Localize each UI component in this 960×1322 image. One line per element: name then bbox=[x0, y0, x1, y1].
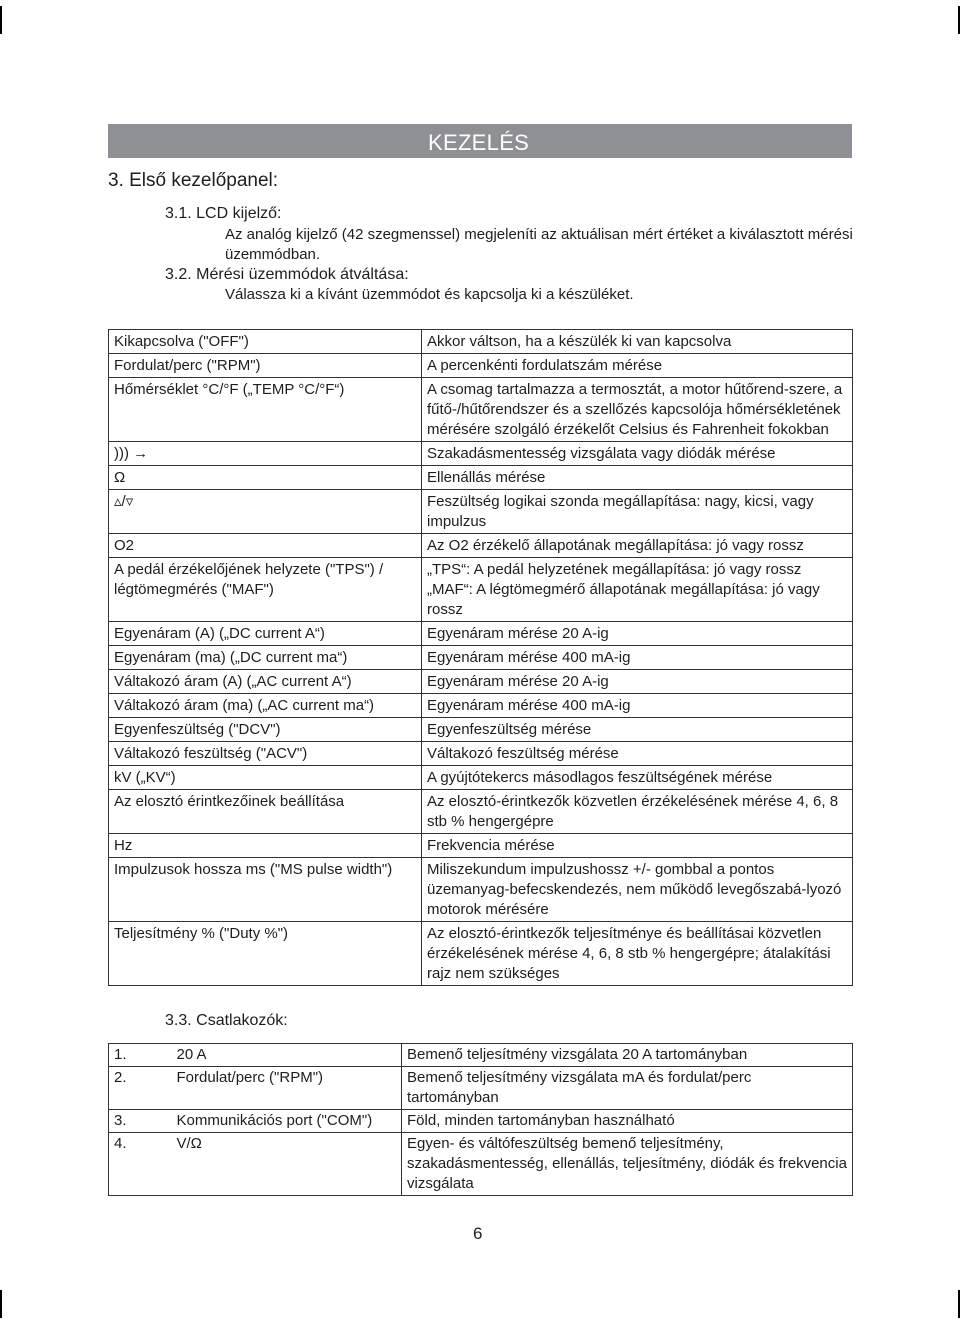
mode-row bbox=[109, 622, 853, 646]
mode-name: Az elosztó érintkezőinek beállítása bbox=[109, 790, 422, 834]
mode-row bbox=[109, 922, 853, 986]
connector-name: 20 A bbox=[172, 1044, 402, 1067]
connector-row bbox=[109, 1133, 853, 1196]
mode-name: Egyenáram (A) („DC current A“) bbox=[109, 622, 422, 646]
mode-name: Ω bbox=[109, 466, 422, 490]
connector-name: V/Ω bbox=[172, 1133, 402, 1196]
mode-row bbox=[109, 646, 853, 670]
mode-row bbox=[109, 534, 853, 558]
connector-description: Bemenő teljesítmény vizsgálata mA és fordulat/perc tartományban bbox=[402, 1067, 853, 1110]
mode-row bbox=[109, 790, 853, 834]
mode-name: Teljesítmény % ("Duty %") bbox=[109, 922, 422, 986]
mode-name: kV („KV“) bbox=[109, 766, 422, 790]
subsection-connectors-title: 3.3. Csatlakozók: bbox=[165, 1012, 288, 1029]
mode-name: Hőmérséklet °C/°F („TEMP °C/°F“) bbox=[109, 378, 422, 442]
mode-name: Váltakozó áram (A) („AC current A“) bbox=[109, 670, 422, 694]
subsection-mode-text: Válassza ki a kívánt üzemmódot és kapcsolja ki a készüléket. bbox=[225, 286, 634, 303]
mode-description: Akkor váltson, ha a készülék ki van kapcsolva bbox=[422, 330, 853, 354]
modes-table bbox=[108, 329, 853, 986]
mode-row bbox=[109, 670, 853, 694]
connector-row bbox=[109, 1067, 853, 1110]
connector-description: Egyen- és váltófeszültség bemenő teljesítmény, szakadásmentesség, ellenállás, teljesítmény, diódák és frekvencia vizsgálata bbox=[402, 1133, 853, 1196]
subsection-lcd-text: Az analóg kijelző (42 szegmenssel) megjeleníti az aktuálisan mért értéket a kiválasztott mérési üzemmódban. bbox=[225, 226, 853, 263]
mode-row bbox=[109, 490, 853, 534]
mode-description: A percenkénti fordulatszám mérése bbox=[422, 354, 853, 378]
mode-name: Egyenáram (ma) („DC current ma“) bbox=[109, 646, 422, 670]
mode-name: Váltakozó áram (ma) („AC current ma“) bbox=[109, 694, 422, 718]
mode-description: Miliszekundum impulzushossz +/- gombbal a pontos üzemanyag-befecskendezés, nem működő levegőszabá-lyozó motorok mérésére bbox=[422, 858, 853, 922]
header-title: KEZELÉS bbox=[428, 130, 530, 155]
mode-name: ))) → bbox=[109, 442, 422, 466]
mode-description: Frekvencia mérése bbox=[422, 834, 853, 858]
connector-name: Kommunikációs port ("COM") bbox=[172, 1110, 402, 1133]
mode-description: A csomag tartalmazza a termosztát, a motor hűtőrend-szere, a fűtő-/hűtőrendszer és a szellőzés kapcsolója hőmérsékletének mérésére szolgáló érzékelőt Celsius és Fahrenheit fokokban bbox=[422, 378, 853, 442]
connector-name: Fordulat/perc ("RPM") bbox=[172, 1067, 402, 1110]
mode-row bbox=[109, 466, 853, 490]
mode-row bbox=[109, 442, 853, 466]
connector-number: 3. bbox=[109, 1110, 172, 1133]
connector-row bbox=[109, 1044, 853, 1067]
mode-name: Váltakozó feszültség ("ACV") bbox=[109, 742, 422, 766]
mode-row bbox=[109, 694, 853, 718]
mode-description: Az elosztó-érintkezők teljesítménye és beállításai közvetlen érzékelésének mérése 4, 6, 8 stb % hengergépre; átalakítási rajz nem szükséges bbox=[422, 922, 853, 986]
mode-description: Egyenáram mérése 400 mA-ig bbox=[422, 694, 853, 718]
mode-name: Hz bbox=[109, 834, 422, 858]
mode-description: Feszültség logikai szonda megállapítása: nagy, kicsi, vagy impulzus bbox=[422, 490, 853, 534]
mode-row bbox=[109, 558, 853, 622]
connector-description: Bemenő teljesítmény vizsgálata 20 A tartományban bbox=[402, 1044, 853, 1067]
mode-description: Váltakozó feszültség mérése bbox=[422, 742, 853, 766]
mode-description: Egyenáram mérése 20 A-ig bbox=[422, 622, 853, 646]
mode-description: „TPS“: A pedál helyzetének megállapítása: jó vagy rossz „MAF“: A légtömegmérő állapotának megállapítása: jó vagy rossz bbox=[422, 558, 853, 622]
mode-row bbox=[109, 718, 853, 742]
mode-name: Kikapcsolva ("OFF") bbox=[109, 330, 422, 354]
mode-row bbox=[109, 354, 853, 378]
connector-number: 4. bbox=[109, 1133, 172, 1196]
connector-number: 1. bbox=[109, 1044, 172, 1067]
mode-row bbox=[109, 378, 853, 442]
mode-row bbox=[109, 858, 853, 922]
crop-mark-top-left bbox=[0, 0, 18, 28]
mode-description: Az O2 érzékelő állapotának megállapítása: jó vagy rossz bbox=[422, 534, 853, 558]
mode-row bbox=[109, 330, 853, 354]
mode-description: A gyújtótekercs másodlagos feszültségének mérése bbox=[422, 766, 853, 790]
section-title: 3. Első kezelőpanel: bbox=[108, 170, 279, 191]
mode-description: Az elosztó-érintkezők közvetlen érzékelésének mérése 4, 6, 8 stb % hengergépre bbox=[422, 790, 853, 834]
mode-name: O2 bbox=[109, 534, 422, 558]
mode-description: Egyenáram mérése 400 mA-ig bbox=[422, 646, 853, 670]
subsection-mode-title: 3.2. Mérési üzemmódok átváltása: bbox=[165, 266, 409, 283]
mode-description: Ellenállás mérése bbox=[422, 466, 853, 490]
connector-description: Föld, minden tartományban használható bbox=[402, 1110, 853, 1133]
mode-name: Impulzusok hossza ms ("MS pulse width") bbox=[109, 858, 422, 922]
mode-name: Fordulat/perc ("RPM") bbox=[109, 354, 422, 378]
page-number: 6 bbox=[473, 1224, 483, 1243]
mode-row bbox=[109, 834, 853, 858]
connectors-table bbox=[108, 1043, 853, 1196]
mode-name: Egyenfeszültség ("DCV") bbox=[109, 718, 422, 742]
mode-description: Egyenfeszültség mérése bbox=[422, 718, 853, 742]
crop-mark-bottom-right bbox=[942, 1294, 960, 1322]
crop-mark-top-right bbox=[942, 0, 960, 28]
connector-number: 2. bbox=[109, 1067, 172, 1110]
crop-mark-bottom-left bbox=[0, 1294, 18, 1322]
mode-row bbox=[109, 742, 853, 766]
mode-description: Szakadásmentesség vizsgálata vagy diódák mérése bbox=[422, 442, 853, 466]
mode-description: Egyenáram mérése 20 A-ig bbox=[422, 670, 853, 694]
mode-row bbox=[109, 766, 853, 790]
subsection-lcd-title: 3.1. LCD kijelző: bbox=[165, 205, 282, 222]
mode-name: ▵/▿ bbox=[109, 490, 422, 534]
connector-row bbox=[109, 1110, 853, 1133]
mode-name: A pedál érzékelőjének helyzete ("TPS") / légtömegmérés ("MAF") bbox=[109, 558, 422, 622]
